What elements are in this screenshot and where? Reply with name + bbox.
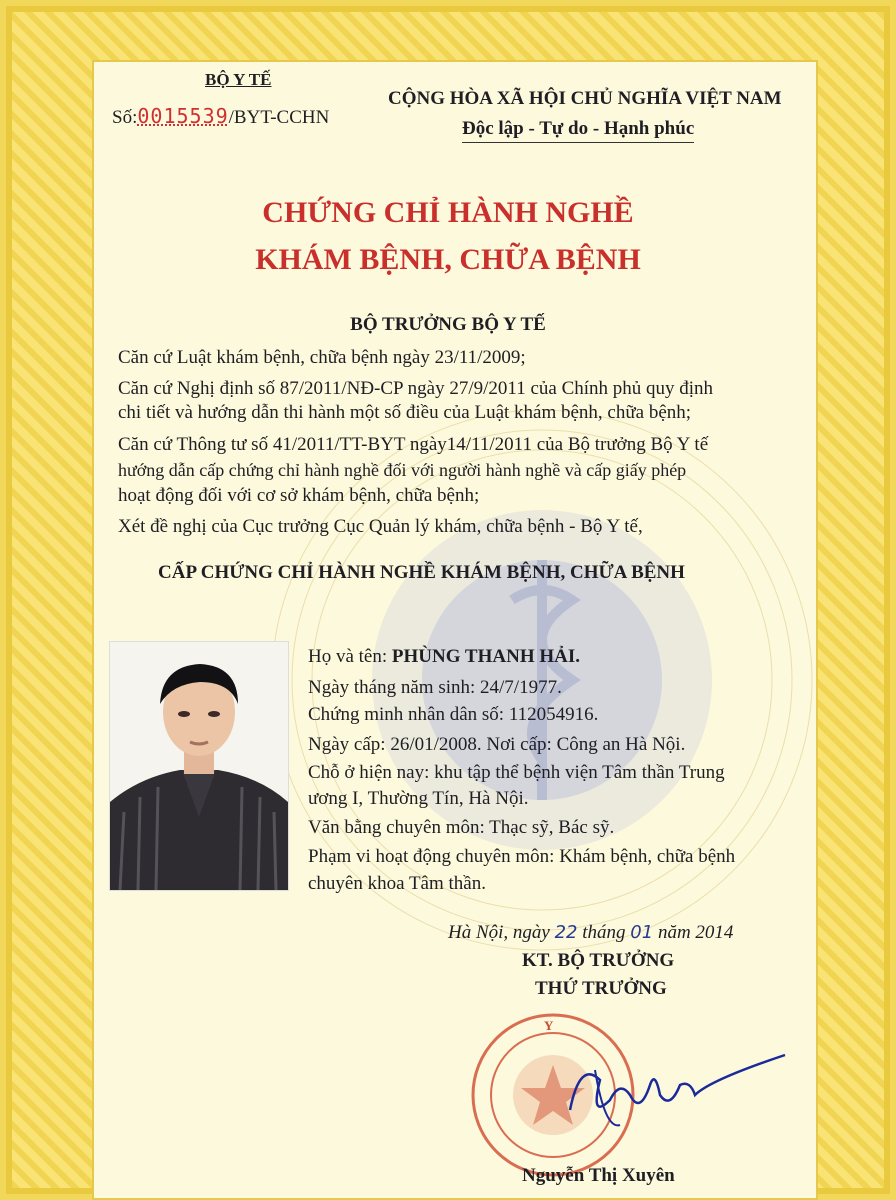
seal-letter: Y — [544, 1018, 554, 1033]
legal-basis-line: Xét đề nghị của Cục trưởng Cục Quản lý khám, chữa bệnh - Bộ Y tế, — [118, 516, 643, 537]
certificate-number: 0015539 — [137, 104, 229, 128]
issuer-heading: BỘ TRƯỞNG BỘ Y TẾ — [350, 314, 546, 335]
legal-basis-line: Căn cứ Thông tư số 41/2011/TT-BYT ngày14/11/2011 của Bộ trưởng Bộ Y tế — [118, 434, 709, 455]
issue-date — [448, 922, 733, 944]
legal-basis-line: Căn cứ Nghị định số 87/2011/NĐ-CP ngày 27/9/2011 của Chính phủ quy định — [118, 378, 714, 399]
handwritten-day: 22 — [554, 922, 578, 943]
field-value: 112054916. — [508, 704, 599, 725]
certificate-title-line1: CHỨNG CHỈ HÀNH NGHỀ — [262, 196, 634, 229]
number-suffix: /BYT-CCHN — [228, 107, 330, 128]
field-value: Khám bệnh, chữa bệnh — [559, 846, 736, 867]
field-value: Thạc sỹ, Bác sỹ. — [489, 817, 615, 838]
field-label: Ngày tháng năm sinh: — [308, 677, 481, 698]
holder-name: PHÙNG THANH HẢI. — [391, 646, 580, 667]
national-motto: Độc lập - Tự do - Hạnh phúc — [462, 118, 694, 143]
field-value: ương I, Thường Tín, Hà Nội. — [308, 788, 529, 809]
field-label: Chỗ ở hiện nay: — [308, 762, 435, 783]
ministry-name: BỘ Y TẾ — [205, 70, 272, 89]
birth-date-line — [308, 677, 562, 699]
signatory-title-2: THỨ TRƯỞNG — [535, 978, 667, 999]
certificate-number-line — [112, 104, 329, 129]
country-name: CỘNG HÒA XÃ HỘI CHỦ NGHĨA VIỆT NAM — [388, 88, 782, 109]
handwritten-signature — [560, 1040, 790, 1130]
field-value: chuyên khoa Tâm thần. — [308, 873, 486, 894]
date-prefix: Hà Nội, ngày — [448, 922, 555, 943]
portrait-image — [110, 642, 288, 890]
field-label: Phạm vi hoạt động chuyên môn: — [308, 846, 560, 867]
legal-basis-line: chi tiết và hướng dẫn thi hành một số điều của Luật khám bệnh, chữa bệnh; — [118, 402, 692, 423]
holder-name-line — [308, 646, 580, 668]
certificate-paper — [92, 60, 818, 1200]
field-label: Chứng minh nhân dân số: — [308, 704, 509, 725]
address-line-2 — [308, 788, 528, 810]
field-label: Văn bằng chuyên môn: — [308, 817, 490, 838]
field-label: Họ và tên: — [308, 646, 392, 667]
holder-photo — [110, 642, 288, 890]
scope-line-2 — [308, 873, 486, 895]
signatory-title-1: KT. BỘ TRƯỞNG — [522, 950, 675, 971]
address-line — [308, 762, 725, 784]
date-year: năm 2014 — [653, 922, 734, 943]
field-label: Ngày cấp: — [308, 734, 391, 755]
qualification-line — [308, 817, 614, 839]
grant-statement: CẤP CHỨNG CHỈ HÀNH NGHỀ KHÁM BỆNH, CHỮA BỆNH — [158, 562, 685, 583]
field-value: 26/01/2008. Nơi cấp: Công an Hà Nội. — [390, 734, 686, 755]
number-prefix: Số: — [112, 107, 138, 128]
certificate-title-line2: KHÁM BỆNH, CHỮA BỆNH — [255, 243, 641, 276]
legal-basis-line: hoạt động đối với cơ sở khám bệnh, chữa bệnh; — [118, 485, 480, 506]
id-number-line — [308, 704, 598, 726]
issue-date-line — [308, 734, 685, 756]
legal-basis-line: Căn cứ Luật khám bệnh, chữa bệnh ngày 23/11/2009; — [118, 347, 526, 368]
field-value: 24/7/1977. — [480, 677, 562, 698]
legal-basis-line: hướng dẫn cấp chứng chỉ hành nghề đối với người hành nghề và cấp giấy phép — [118, 460, 687, 480]
signatory-name: Nguyễn Thị Xuyên — [522, 1165, 675, 1186]
date-month-word: tháng — [577, 922, 631, 943]
scope-line — [308, 846, 735, 868]
handwritten-month: 01 — [630, 922, 654, 943]
field-value: khu tập thể bệnh viện Tâm thần Trung — [434, 762, 725, 783]
